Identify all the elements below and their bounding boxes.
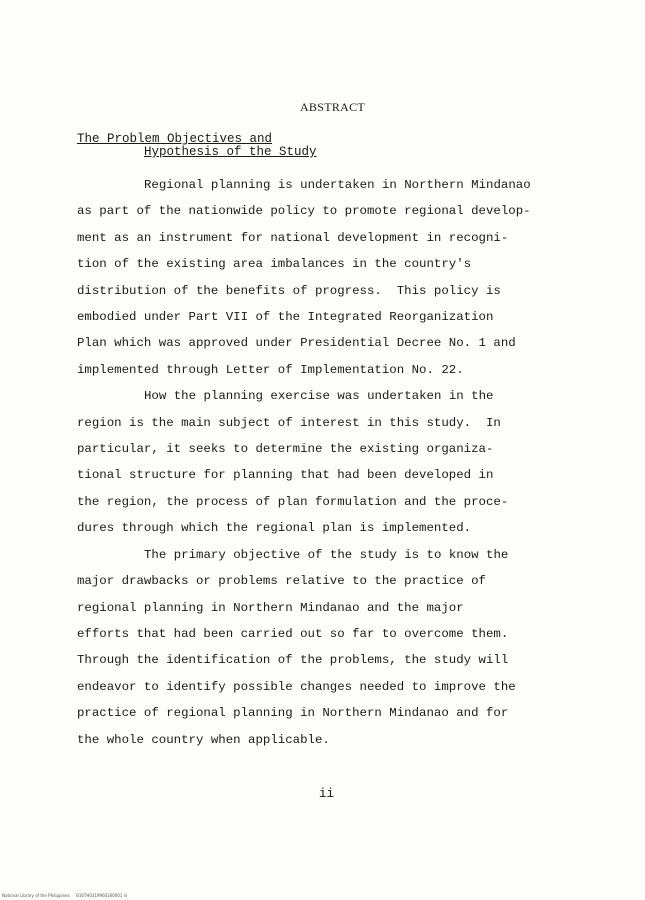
page-number: ii bbox=[318, 787, 334, 801]
paragraph-1-line: implemented through Letter of Implementation No. 22. bbox=[77, 362, 464, 377]
section-heading-line-2: Hypothesis of the Study bbox=[144, 145, 317, 159]
paragraph-1-line: Plan which was approved under Presidential Decree No. 1 and bbox=[77, 336, 516, 351]
paragraph-3-line: endeavor to identify possible changes needed to improve the bbox=[77, 679, 516, 694]
paragraph-3-line: regional planning in Northern Mindanao and the major bbox=[77, 600, 464, 615]
paragraph-3-line: Through the identification of the problems, the study will bbox=[77, 653, 509, 668]
paragraph-3-line: efforts that had been carried out so far to overcome them. bbox=[77, 626, 509, 641]
section-heading bbox=[77, 133, 317, 159]
paragraph-3-line: The primary objective of the study is to know the bbox=[144, 547, 509, 562]
paragraph-1-line: tion of the existing area imbalances in the country's bbox=[77, 257, 472, 272]
paragraph-2-line: particular, it seeks to determine the existing organiza- bbox=[77, 442, 494, 457]
paragraph-2-line: dures through which the regional plan is implemented. bbox=[77, 521, 472, 536]
paragraph-3-line: practice of regional planning in Northern Mindanao and for bbox=[77, 706, 509, 721]
section-heading-line-1: The Problem Objectives and bbox=[77, 132, 273, 146]
paragraph-1-line: embodied under Part VII of the Integrated Reorganization bbox=[77, 310, 494, 325]
paragraph-2-line: the region, the process of plan formulation and the proce- bbox=[77, 494, 509, 509]
paragraph-3-line: the whole country when applicable. bbox=[77, 732, 330, 747]
paragraph-2-line: How the planning exercise was undertaken in the bbox=[144, 389, 494, 404]
paragraph-1-line: ment as an instrument for national development in recogni- bbox=[77, 230, 509, 245]
paragraph-2-line: region is the main subject of interest in this study. In bbox=[77, 415, 501, 430]
paragraph-1-line: Regional planning is undertaken in Northern Mindanao bbox=[144, 178, 531, 192]
abstract-body bbox=[77, 172, 597, 753]
archive-footer: National Library of the Philippines B16TH0319960160001 iii bbox=[2, 893, 128, 898]
paragraph-3-line: major drawbacks or problems relative to the practice of bbox=[77, 574, 486, 589]
page-title: ABSTRACT bbox=[299, 100, 366, 114]
paragraph-2-line: tional structure for planning that had been developed in bbox=[77, 468, 494, 483]
paragraph-1-line: distribution of the benefits of progress. This policy is bbox=[77, 283, 501, 298]
paragraph-1-line: as part of the nationwide policy to promote regional develop- bbox=[77, 204, 531, 219]
